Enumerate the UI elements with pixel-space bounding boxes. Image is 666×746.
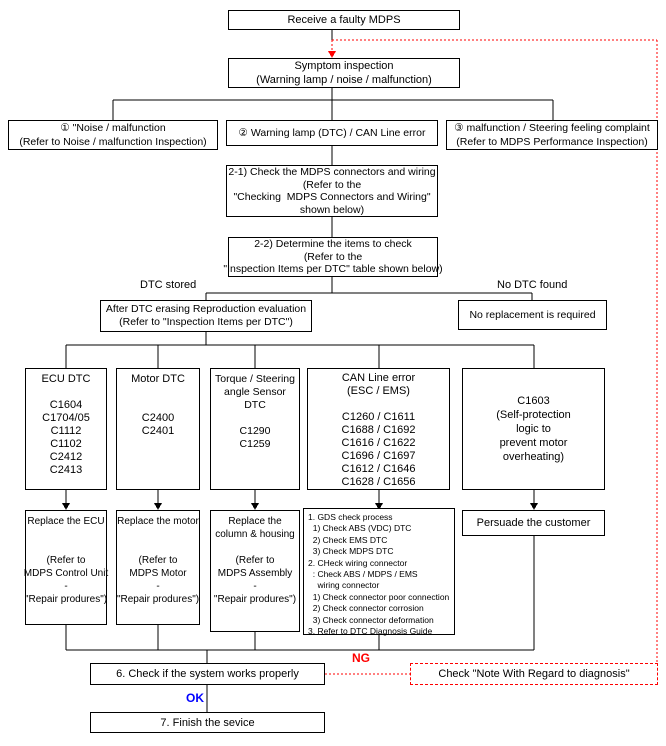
text-line: 2) Check connector corrosion <box>308 603 424 614</box>
feedback-arrowhead <box>328 51 336 58</box>
text-line: (Refer to MDPS Performance Inspection) <box>456 136 648 148</box>
text-line: After DTC erasing Reproduction evaluation <box>105 303 307 315</box>
label-ok: OK <box>186 691 204 705</box>
text-line: Check "Note With Regard to diagnosis" <box>438 668 630 680</box>
node-replace-motor <box>116 510 200 625</box>
text-line <box>254 412 257 425</box>
text-line: 2. CHeck wiring connector <box>308 557 408 568</box>
text-line: C2400 <box>141 412 175 424</box>
text-line: ③ malfunction / Steering feeling complaint <box>454 122 650 134</box>
text-line: C1604 <box>49 399 83 411</box>
node-replace-column-housing <box>210 510 300 632</box>
node-warning-lamp-branch <box>226 120 438 146</box>
node-torque-steering-sensor-dtc <box>210 368 300 490</box>
text-line <box>254 541 257 554</box>
text-line: (Refer to Noise / malfunction Inspection) <box>19 136 207 148</box>
text-line: 6. Check if the system works properly <box>116 668 299 680</box>
text-line <box>156 399 159 412</box>
label-ng: NG <box>352 651 370 665</box>
text-line: (Refer to <box>46 555 86 566</box>
text-line: 3. Refer to DTC Diagnosis Guide <box>308 626 433 637</box>
text-line: 2-1) Check the MDPS connectors and wiring <box>228 166 436 178</box>
text-line: C1688 / C1692 <box>341 424 416 436</box>
text-line: ② Warning lamp (DTC) / CAN Line error <box>238 127 426 139</box>
label-no-dtc-found: No DTC found <box>497 279 568 291</box>
text-line: - <box>253 581 257 592</box>
text-line: angle Sensor <box>224 386 286 398</box>
text-line: "Repair produres") <box>213 594 297 605</box>
text-line: C1603 <box>517 395 550 407</box>
text-line <box>156 386 159 399</box>
text-line: "Repair produres") <box>116 594 200 605</box>
text-line: 1) Check connector poor connection <box>308 591 450 602</box>
node-noise-malfunction-branch <box>8 120 218 150</box>
node-ecu-dtc <box>25 368 107 490</box>
node-check-note-diagnosis <box>410 663 658 685</box>
text-line: 1. GDS check process <box>308 512 393 522</box>
text-line: C1259 <box>239 438 271 450</box>
text-line: 2-2) Determine the items to check <box>254 238 412 251</box>
text-line: C1628 / C1656 <box>341 476 416 488</box>
text-line: CAN Line error <box>341 372 416 384</box>
text-line: Receive a faulty MDPS <box>287 14 401 26</box>
text-line: (Refer to the <box>303 250 363 263</box>
text-line <box>65 528 68 541</box>
text-line: Motor DTC <box>131 373 185 385</box>
text-line: C1112 <box>50 425 82 437</box>
text-line: (Refer to <box>235 555 275 566</box>
text-line: C1260 / C1611 <box>341 411 416 423</box>
text-line: MDPS Control Unit <box>23 568 109 579</box>
node-steering-feel-branch <box>446 120 658 150</box>
text-line: "Checking MDPS Connectors and Wiring" <box>233 191 431 203</box>
text-line: MDPS Assembly <box>217 568 293 579</box>
text-line: C2401 <box>141 425 175 437</box>
text-line: - <box>156 581 160 592</box>
text-line: "Repair produres") <box>24 594 108 605</box>
text-line: No replacement is required <box>469 309 596 321</box>
node-receive-faulty-mdps <box>228 10 460 30</box>
text-line: MDPS Motor <box>129 568 187 579</box>
text-line: 7. Finish the sevice <box>160 716 255 729</box>
text-line: C2413 <box>49 464 83 476</box>
text-line: Replace the ECU <box>27 516 105 527</box>
text-line: 3) Check connector deformation <box>308 614 434 625</box>
text-line: 2) Check EMS DTC <box>308 534 388 545</box>
node-determine-items <box>223 237 443 277</box>
text-line: 3) Check MDPS DTC <box>308 546 394 557</box>
text-line: (ESC / EMS) <box>347 385 410 397</box>
text-line: prevent motor <box>499 437 568 449</box>
text-line: C1696 / C1697 <box>341 450 416 462</box>
text-line <box>157 541 160 554</box>
text-line: (Self-protection <box>496 409 571 421</box>
text-line: column & housing <box>215 529 295 540</box>
text-line: 1) Check ABS (VDC) DTC <box>308 523 412 534</box>
text-line: C1102 <box>50 438 82 450</box>
text-line: Replace the motor <box>117 516 199 527</box>
text-line: shown below) <box>299 203 365 216</box>
node-check-connectors-wiring <box>226 165 438 217</box>
text-line <box>64 386 67 399</box>
text-line <box>65 541 68 554</box>
text-line <box>377 398 380 411</box>
node-symptom-inspection <box>228 58 460 88</box>
node-c1603-self-protection <box>462 368 605 490</box>
node-persuade-customer <box>462 510 605 536</box>
node-after-dtc-erasing <box>100 300 312 332</box>
text-line: C1612 / C1646 <box>341 463 416 475</box>
text-line: Replace the <box>228 516 282 527</box>
text-line: ① "Noise / malfunction <box>60 122 166 134</box>
text-line: C1616 / C1622 <box>341 437 416 449</box>
node-motor-dtc <box>116 368 200 490</box>
node-check-system-works <box>90 663 325 685</box>
text-line: : Check ABS / MDPS / EMS <box>308 569 418 580</box>
text-line: - <box>64 581 68 592</box>
text-line: logic to <box>516 423 551 435</box>
text-line: DTC <box>244 399 266 411</box>
node-gds-check-process <box>303 508 455 635</box>
text-line: wiring connector <box>308 580 380 591</box>
text-line: (Refer to the <box>302 178 362 191</box>
text-line <box>157 528 160 541</box>
node-replace-ecu <box>25 510 107 625</box>
text-line: (Warning lamp / noise / malfunction) <box>256 74 432 86</box>
text-line: C1704/05 <box>42 412 90 424</box>
text-line: C1290 <box>239 425 271 437</box>
text-line: "Inspection Items per DTC" table shown below) <box>223 263 443 276</box>
node-no-replacement-required <box>458 300 607 330</box>
arrowheads <box>62 503 538 510</box>
label-dtc-stored: DTC stored <box>140 279 197 291</box>
text-line: (Refer to <box>138 555 178 566</box>
text-line: overheating) <box>502 451 565 463</box>
text-line: ECU DTC <box>41 373 91 385</box>
text-line: Persuade the customer <box>476 517 591 529</box>
node-finish-service <box>90 712 325 733</box>
text-line: C2412 <box>49 451 83 463</box>
node-can-line-error <box>307 368 450 490</box>
text-line: Symptom inspection <box>294 60 394 72</box>
text-line: (Refer to "Inspection Items per DTC") <box>119 316 293 328</box>
text-line: Torque / Steering <box>215 373 295 385</box>
